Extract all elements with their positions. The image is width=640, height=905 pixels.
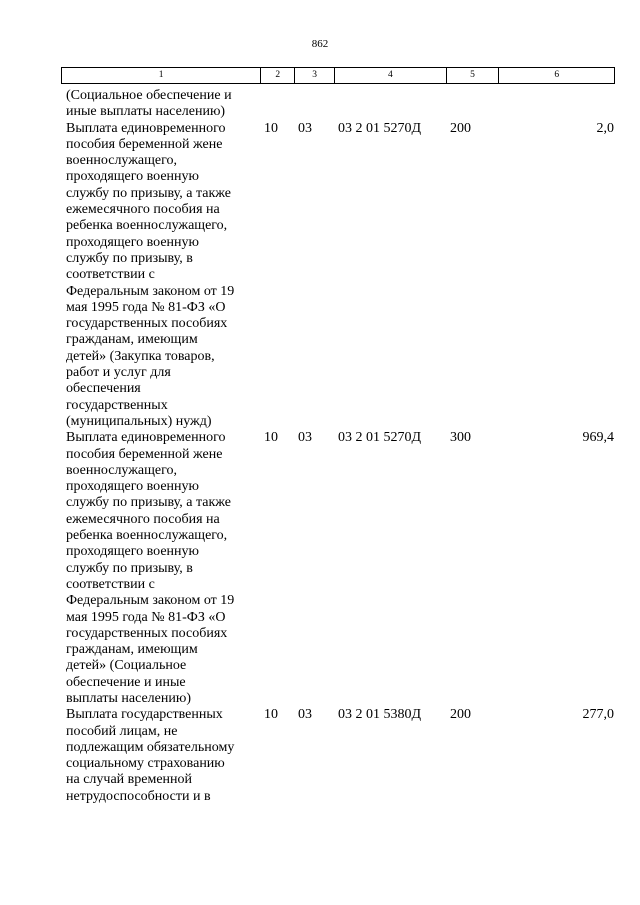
description-line: обеспечение и иные	[66, 674, 186, 690]
header-cell-5: 5	[446, 68, 499, 83]
description-line: иные выплаты населению)	[66, 104, 226, 120]
row-description	[66, 430, 260, 707]
table-row	[66, 430, 615, 707]
section-code: 10	[264, 430, 278, 446]
description-line: ребенка военнослужащего,	[66, 218, 228, 234]
row-description	[66, 121, 260, 431]
description-line: пособия беременной жене	[66, 446, 223, 462]
description-line: подлежащим обязательному	[66, 739, 235, 755]
description-line: службу по призыву, в	[66, 250, 193, 266]
description-line: службу по призыву, в	[66, 560, 193, 576]
description-line: службу по призыву, а также	[66, 185, 231, 201]
description-line: на случай временной	[66, 772, 193, 788]
subsection-code: 03	[298, 120, 312, 136]
description-line: работ и услуг для	[66, 365, 171, 381]
amount	[499, 88, 615, 121]
description-line: Выплата единовременного	[66, 120, 226, 136]
description-line: соответствии с	[66, 267, 155, 283]
description-line: детей» (Закупка товаров,	[66, 348, 215, 364]
target-article-code: 03 2 01 5270Д	[338, 430, 422, 446]
section-code: 10	[264, 120, 278, 136]
description-line: ежемесячного пособия на	[66, 202, 220, 218]
expense-type-code	[446, 88, 499, 121]
description-line: военнослужащего,	[66, 153, 178, 169]
table-body	[66, 88, 615, 805]
description-line: государственных пособиях	[66, 625, 228, 641]
target-article-code: 03 2 01 5270Д	[338, 120, 422, 136]
description-line: проходящего военную	[66, 544, 199, 560]
expense-type-code: 200	[450, 707, 471, 723]
description-line: проходящего военную	[66, 479, 199, 495]
description-line: пособий лицам, не	[66, 723, 178, 739]
description-line: службу по призыву, а также	[66, 495, 231, 511]
subsection-code: 03	[298, 430, 312, 446]
description-line: Федеральным законом от 19	[66, 283, 235, 299]
table-row	[66, 707, 615, 805]
header-cell-6: 6	[498, 68, 614, 83]
description-line: (муниципальных) нужд)	[66, 413, 212, 429]
table-row	[66, 121, 615, 431]
expense-type-code: 200	[450, 120, 471, 136]
subsection-code	[294, 88, 334, 121]
description-line: ребенка военнослужащего,	[66, 528, 228, 544]
description-line: обеспечения	[66, 381, 141, 397]
header-cell-3: 3	[294, 68, 334, 83]
description-line: военнослужащего,	[66, 462, 178, 478]
amount: 277,0	[582, 707, 614, 723]
description-line: гражданам, имеющим	[66, 642, 198, 658]
description-line: мая 1995 года № 81-ФЗ «О	[66, 609, 226, 625]
description-line: социальному страхованию	[66, 756, 225, 772]
description-line: мая 1995 года № 81-ФЗ «О	[66, 299, 226, 315]
target-article-code: 03 2 01 5380Д	[338, 707, 422, 723]
description-line: гражданам, имеющим	[66, 332, 198, 348]
description-line: проходящего военную	[66, 169, 199, 185]
table-header-row	[61, 67, 615, 84]
description-line: пособия беременной жене	[66, 136, 223, 152]
description-line: Федеральным законом от 19	[66, 593, 235, 609]
description-line: нетрудоспособности и в	[66, 788, 211, 804]
description-line: государственных пособиях	[66, 316, 228, 332]
target-article-code	[334, 88, 446, 121]
header-cell-1: 1	[158, 70, 164, 80]
header-cell-2: 2	[260, 68, 294, 83]
description-line: (Социальное обеспечение и	[66, 88, 232, 103]
section-code	[260, 88, 294, 121]
description-line: соответствии с	[66, 576, 155, 592]
page-number: 862	[311, 38, 329, 50]
section-code: 10	[264, 707, 278, 723]
description-line: Выплата единовременного	[66, 430, 226, 446]
subsection-code: 03	[298, 707, 312, 723]
table-row	[66, 88, 615, 121]
header-cell-4: 4	[334, 68, 446, 83]
description-line: государственных	[66, 397, 168, 413]
description-line: Выплата государственных	[66, 707, 223, 723]
description-line: детей» (Социальное	[66, 658, 187, 674]
description-line: выплаты населению)	[66, 690, 191, 706]
description-line: проходящего военную	[66, 234, 199, 250]
row-description	[66, 707, 260, 805]
amount: 2,0	[596, 120, 614, 136]
expense-type-code: 300	[450, 430, 471, 446]
row-description	[66, 88, 260, 121]
description-line: ежемесячного пособия на	[66, 511, 220, 527]
amount: 969,4	[582, 430, 614, 446]
